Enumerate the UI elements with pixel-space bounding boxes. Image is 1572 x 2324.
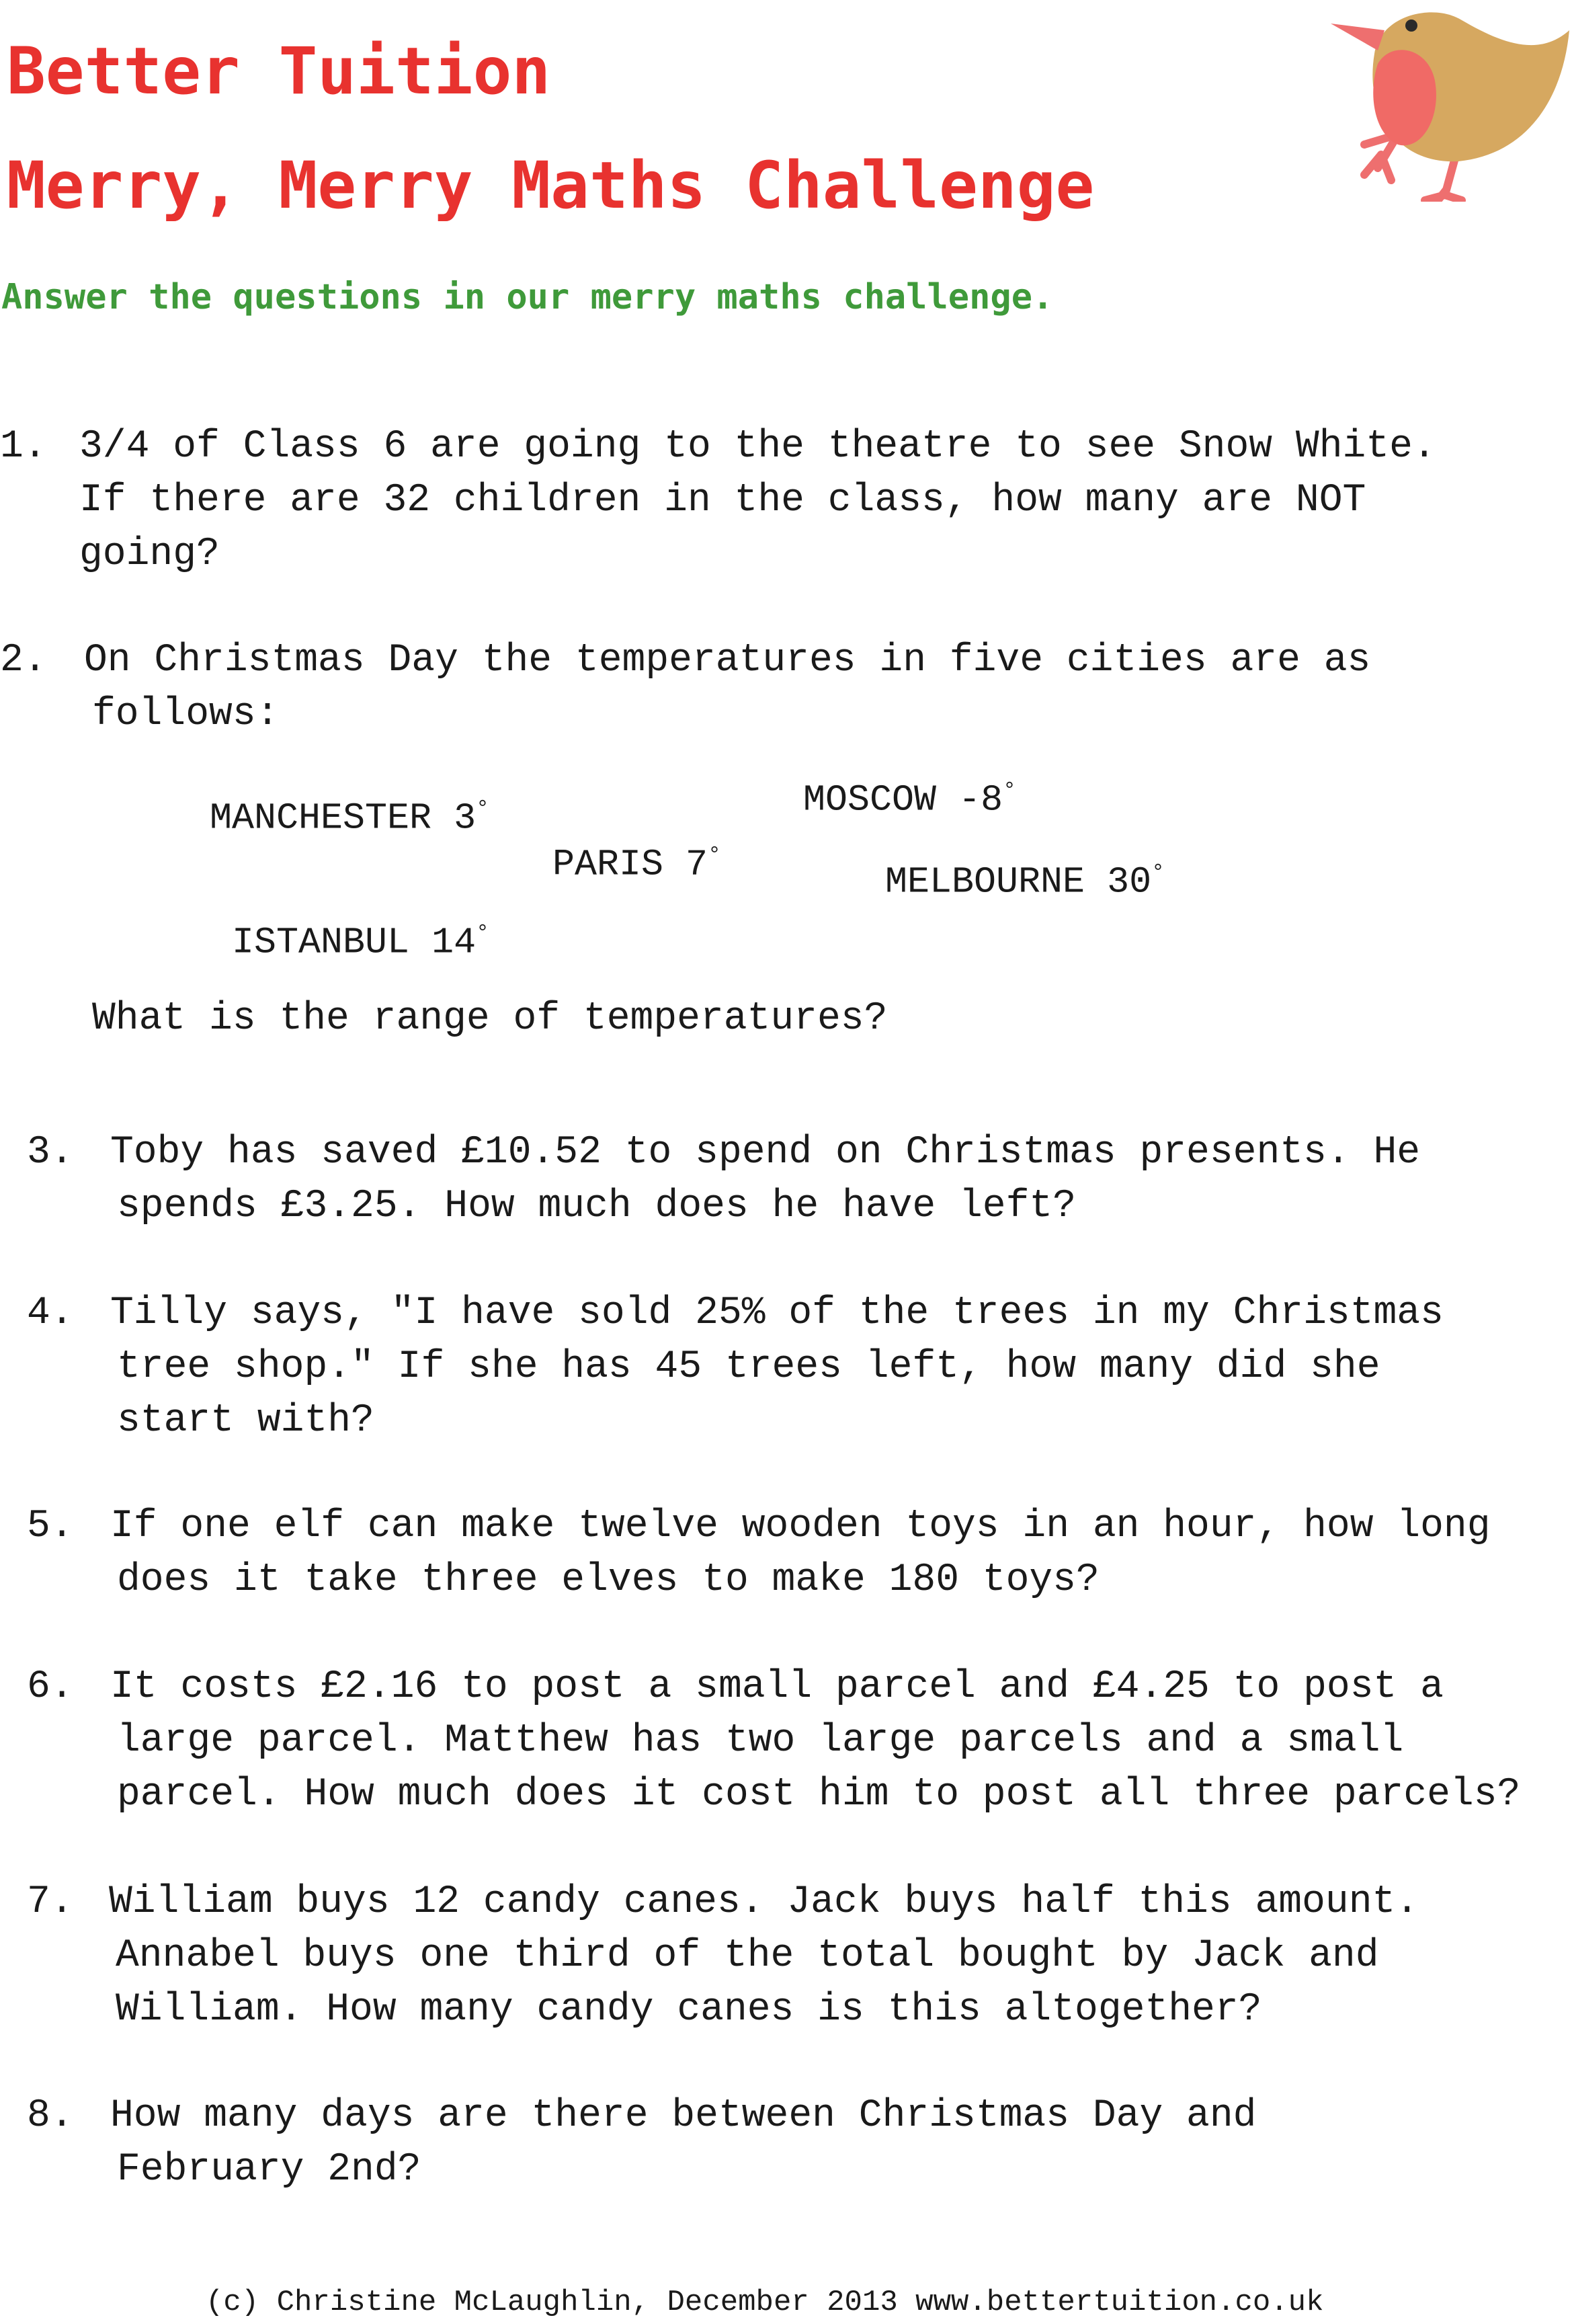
question-text: How many days are there between Christmas Day and <box>110 2094 1257 2138</box>
city-temp: 30 <box>1107 860 1152 904</box>
question-text: large parcel. Matthew has two large parcels and a small <box>117 1719 1404 1763</box>
question-text: tree shop." If she has 45 trees left, how many did she <box>117 1345 1380 1389</box>
city-manchester <box>210 797 489 839</box>
instructions: Answer the questions in our merry maths challenge. <box>1 277 1054 317</box>
question-text: 3/4 of Class 6 are going to the theatre to see Snow White. <box>79 425 1436 469</box>
city-name: ISTANBUL <box>232 921 410 964</box>
question-text: follows: <box>92 692 280 736</box>
question-text: If one elf can make twelve wooden toys in an hour, how long <box>110 1505 1491 1548</box>
degree-symbol: ° <box>1003 778 1016 803</box>
question-number: 4. <box>27 1291 74 1335</box>
city-temp: 7 <box>686 843 708 886</box>
question-6 <box>27 1660 1520 1822</box>
question-text: does it take three elves to make 180 toys? <box>117 1558 1100 1602</box>
question-1 <box>0 420 1436 582</box>
question-number: 7. <box>27 1880 74 1924</box>
question-text: February 2nd? <box>117 2148 421 2192</box>
question-number: 2. <box>0 639 47 682</box>
city-temp: 3 <box>454 797 477 840</box>
question-text: On Christmas Day the temperatures in five cities are as <box>84 639 1371 682</box>
city-paris <box>552 843 721 885</box>
question-number: 8. <box>27 2094 74 2138</box>
city-name: PARIS <box>552 843 664 886</box>
copyright-footer: (c) Christine McLaughlin, December 2013 www.bettertuition.co.uk <box>206 2286 1324 2319</box>
question-text: Annabel buys one third of the total bought by Jack and <box>116 1934 1379 1978</box>
city-melbourne <box>885 860 1165 903</box>
question-text: If there are 32 children in the class, how many are NOT <box>79 479 1366 522</box>
question-number: 5. <box>27 1505 74 1548</box>
robin-eye <box>1405 19 1417 32</box>
question-number: 3. <box>27 1131 74 1174</box>
question-7 <box>27 1876 1419 2037</box>
question-text: It costs £2.16 to post a small parcel and £4.25 to post a <box>110 1665 1444 1709</box>
city-istanbul <box>232 921 489 963</box>
question-number: 6. <box>27 1665 74 1709</box>
city-name: MANCHESTER <box>210 797 432 840</box>
degree-symbol: ° <box>1151 860 1165 885</box>
question-text: start with? <box>117 1399 374 1443</box>
question-number: 1. <box>0 425 47 469</box>
question-3 <box>27 1126 1420 1234</box>
city-name: MOSCOW <box>803 778 937 822</box>
challenge-title: Merry, Merry Maths Challenge <box>7 148 1095 223</box>
page-title: Better Tuition <box>7 34 551 109</box>
question-8 <box>27 2089 1256 2197</box>
robin-illustration <box>1317 0 1572 202</box>
robin-beak <box>1331 24 1384 50</box>
question-4 <box>27 1287 1444 1448</box>
city-temp: -8 <box>958 778 1003 822</box>
city-name: MELBOURNE <box>885 860 1085 904</box>
question-text: parcel. How much does it cost him to post all three parcels? <box>117 1773 1521 1816</box>
question-text: spends £3.25. How much does he have left? <box>117 1185 1077 1228</box>
degree-symbol: ° <box>476 921 489 946</box>
question-2 <box>0 634 1370 742</box>
question-text: Tilly says, "I have sold 25% of the trees in my Christmas <box>110 1291 1444 1335</box>
question-text: Toby has saved £10.52 to spend on Christmas presents. He <box>110 1131 1421 1174</box>
degree-symbol: ° <box>476 797 489 822</box>
question-text: William. How many candy canes is this altogether? <box>116 1988 1262 2032</box>
range-question <box>92 992 887 1046</box>
city-temp: 14 <box>431 921 477 964</box>
question-text: What is the range of temperatures? <box>92 997 888 1041</box>
question-text: William buys 12 candy canes. Jack buys half this amount. <box>109 1880 1419 1924</box>
city-moscow <box>803 778 1016 821</box>
question-text: going? <box>79 532 220 576</box>
degree-symbol: ° <box>708 843 721 868</box>
question-5 <box>27 1500 1491 1607</box>
